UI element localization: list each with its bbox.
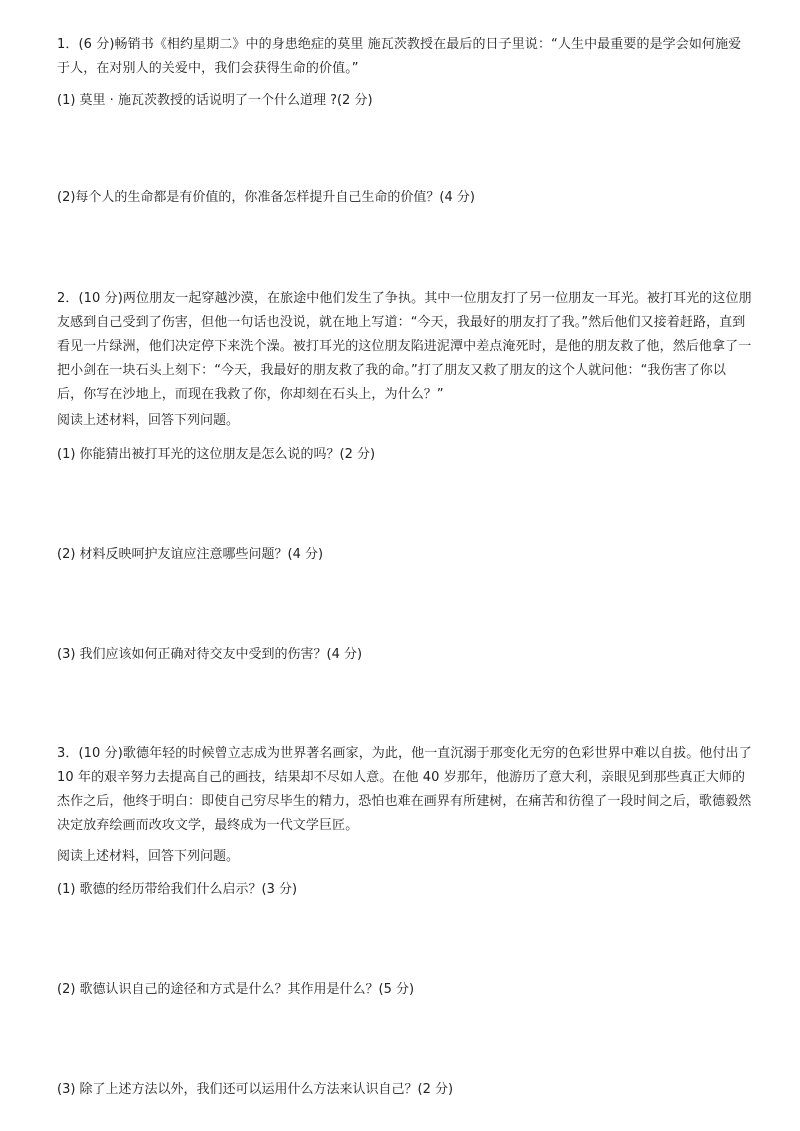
question-3-sub-2: (2) 歌德认识自己的途径和方式是什么？其作用是什么？(5 分)	[57, 982, 415, 997]
question-3-instruction: 阅读上述材料，回答下列问题。	[57, 849, 240, 864]
question-2-instruction: 阅读上述材料，回答下列问题。	[57, 413, 240, 428]
question-2-sub-1: (1) 你能猜出被打耳光的这位朋友是怎么说的吗？(2 分)	[57, 447, 376, 462]
question-1-stem: 1．(6 分)畅销书《相约星期二》中的身患绝症的莫里 施瓦茨教授在最后的日子里说：“人生中最重要的是学会如何施爱于人，在对别人的关爱中，我们会获得生命的价值。”	[57, 37, 742, 76]
question-2-sub-3: (3) 我们应该如何正确对待交友中受到的伤害？(4 分)	[57, 647, 363, 662]
question-2-stem: 2．(10 分)两位朋友一起穿越沙漠，在旅途中他们发生了争执。其中一位朋友打了另一位朋友一耳光。被打耳光的这位朋友感到自己受到了伤害，但他一句话也没说，就在地上写道：“今天，我最好的朋友打了我。”然后他们又接着赶路，直到看见一片绿洲，他们决定停下来洗个澡。被打耳光的这位朋友陷进泥潭中差点淹死时，是他的朋友救了他，然后他拿了一把小剑在一块石头上刻下：“今天，我最好的朋友救了我的命。”打了朋友又救了朋友的这个人就问他：“我伤害了你以后，你写在沙地上，而现在我救了你，你却刻在石头上，为什么？”	[57, 291, 752, 402]
question-2-sub-2: (2) 材料反映呵护友谊应注意哪些问题？(4 分)	[57, 547, 324, 562]
question-1-sub-1: (1) 莫里 · 施瓦茨教授的话说明了一个什么道理 ?(2 分)	[57, 93, 373, 108]
question-3-sub-1: (1) 歌德的经历带给我们什么启示？(3 分)	[57, 882, 298, 897]
question-3-stem: 3．(10 分)歌德年轻的时候曾立志成为世界著名画家，为此，他一直沉溺于那变化无穷的色彩世界中难以自拔。他付出了 10 年的艰辛努力去提高自己的画技，结果却不尽如人意。在他 40 岁那年，他游历了意大利，亲眼见到那些真正大师的杰作之后，他终于明白：即使自己穷尽毕生的精力，恐怕也难在画界有所建树，在痛苦和彷徨了一段时间之后，歌德毅然决定放弃绘画而改攻文学，最终成为一代文学巨匠。	[57, 746, 752, 833]
question-1-sub-2: (2)每个人的生命都是有价值的，你准备怎样提升自己生命的价值？(4 分)	[57, 190, 475, 205]
question-3-sub-3: (3) 除了上述方法以外，我们还可以运用什么方法来认识自己？(2 分)	[57, 1082, 454, 1097]
